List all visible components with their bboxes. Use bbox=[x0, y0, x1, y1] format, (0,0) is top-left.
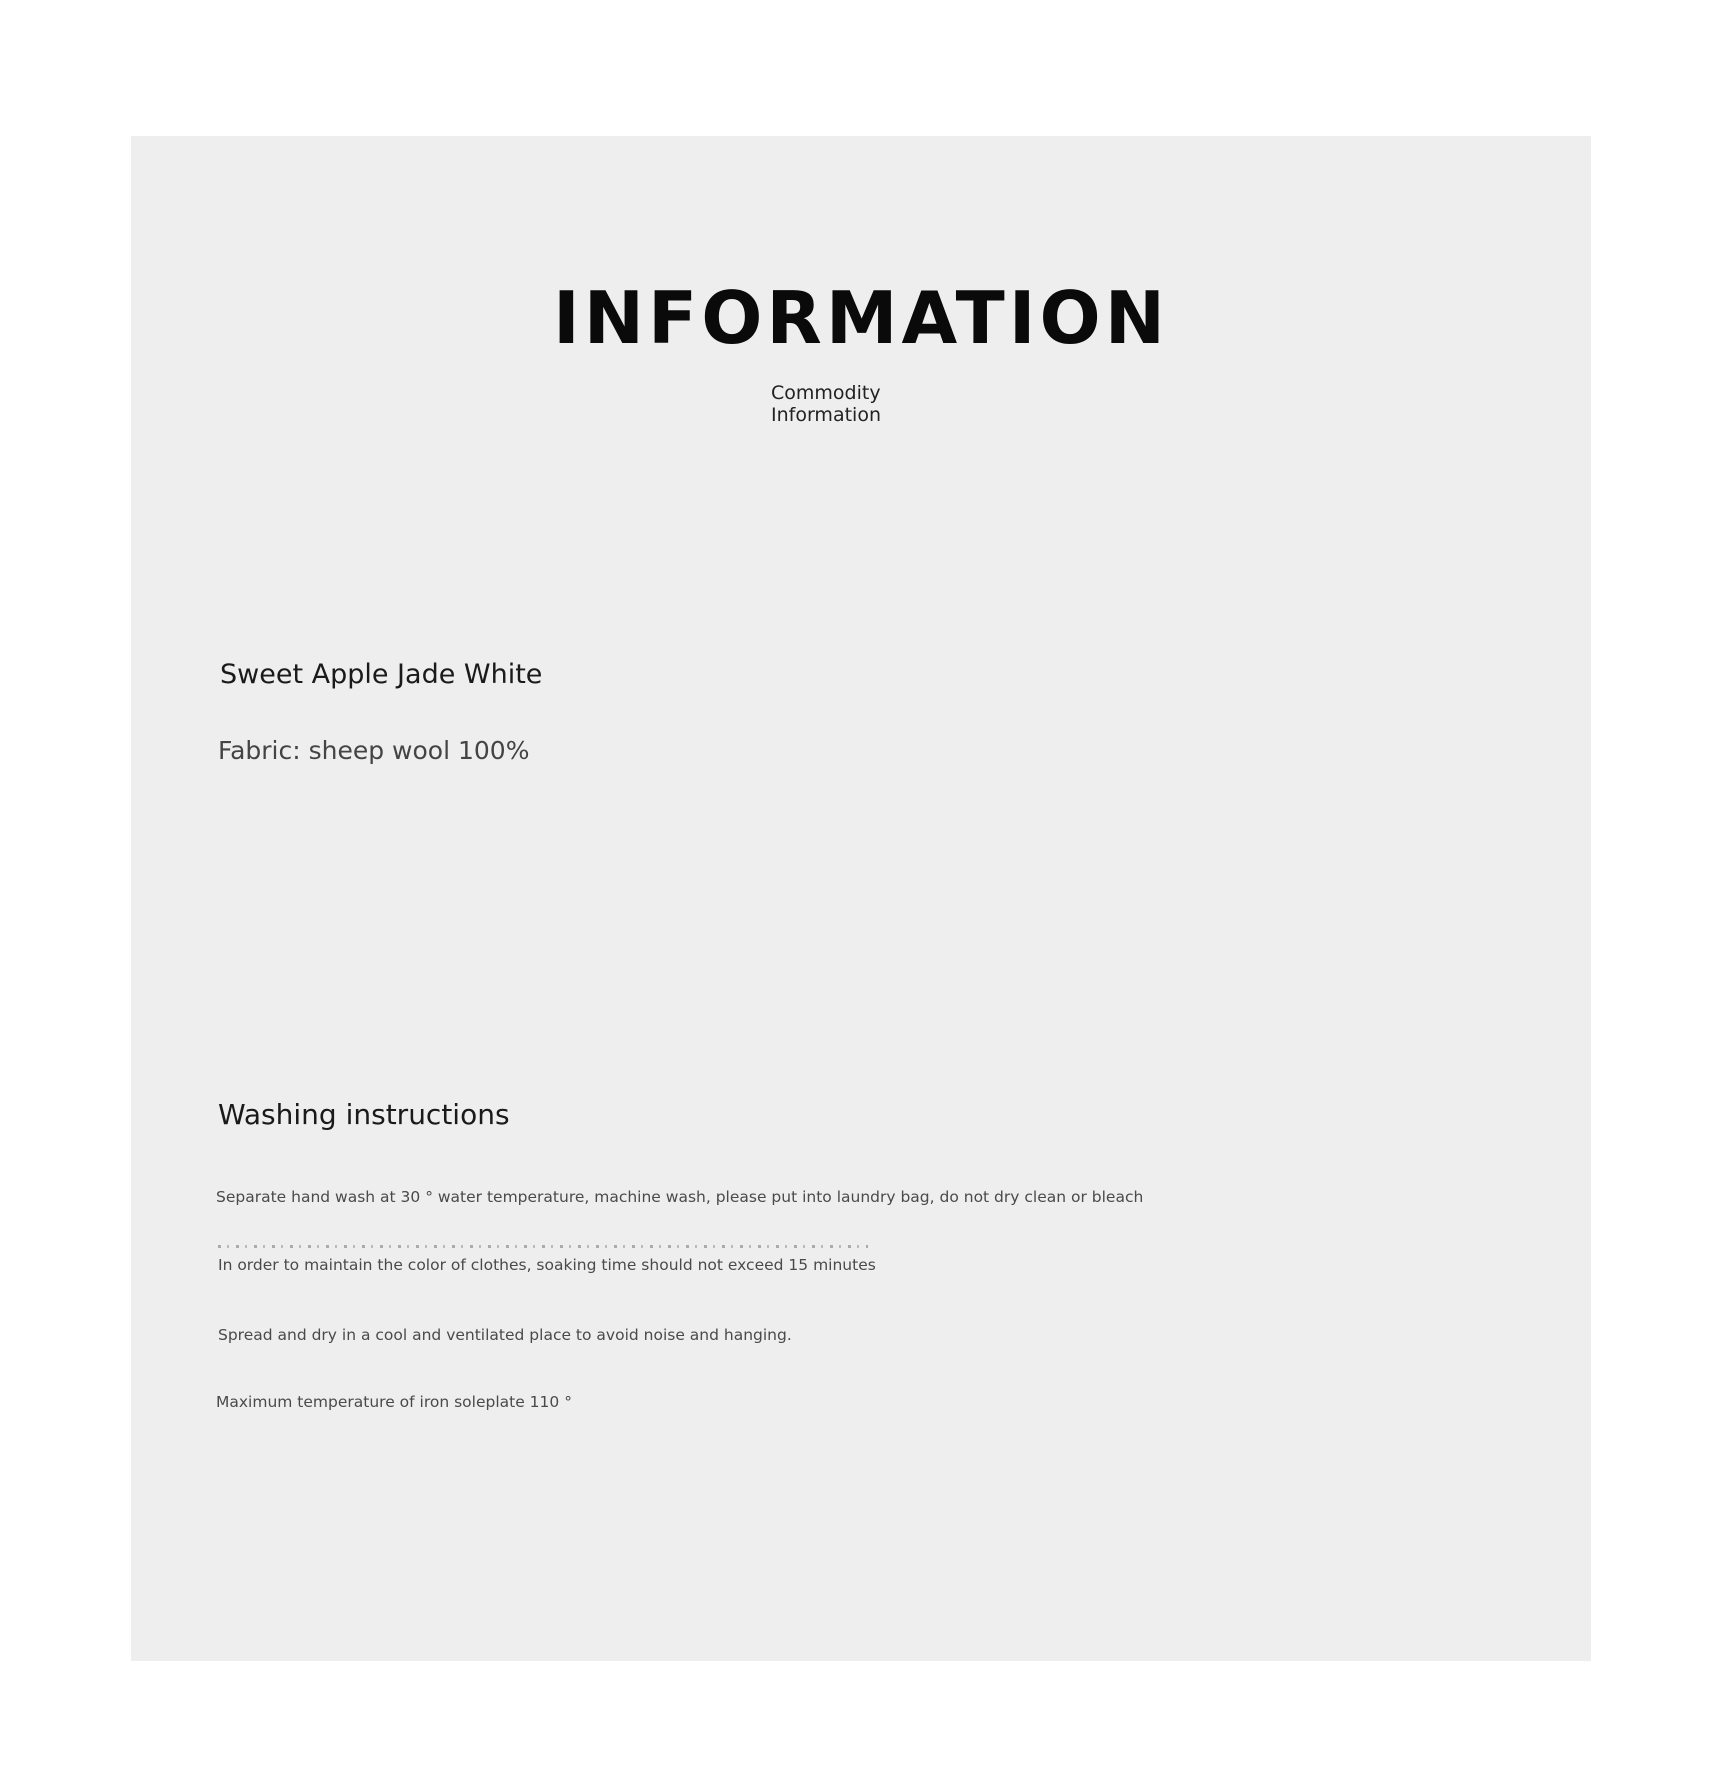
info-panel bbox=[131, 136, 1591, 1661]
page-subtitle: Commodity Information bbox=[771, 382, 881, 426]
washing-instructions-title: Washing instructions bbox=[218, 1098, 510, 1131]
clipped-text-artifact bbox=[218, 1245, 868, 1248]
page-title: INFORMATION bbox=[552, 276, 1170, 360]
washing-instruction-item: Separate hand wash at 30 ° water temperature, machine wash, please put into laundry bag, do not dry clean or bleach bbox=[216, 1188, 1144, 1206]
product-name: Sweet Apple Jade White bbox=[220, 659, 543, 690]
fabric-composition: Fabric: sheep wool 100% bbox=[218, 736, 530, 765]
washing-instruction-item: Spread and dry in a cool and ventilated place to avoid noise and hanging. bbox=[218, 1326, 792, 1344]
washing-instruction-item: In order to maintain the color of clothes, soaking time should not exceed 15 minutes bbox=[218, 1256, 876, 1274]
washing-instruction-item: Maximum temperature of iron soleplate 110 ° bbox=[216, 1393, 572, 1411]
